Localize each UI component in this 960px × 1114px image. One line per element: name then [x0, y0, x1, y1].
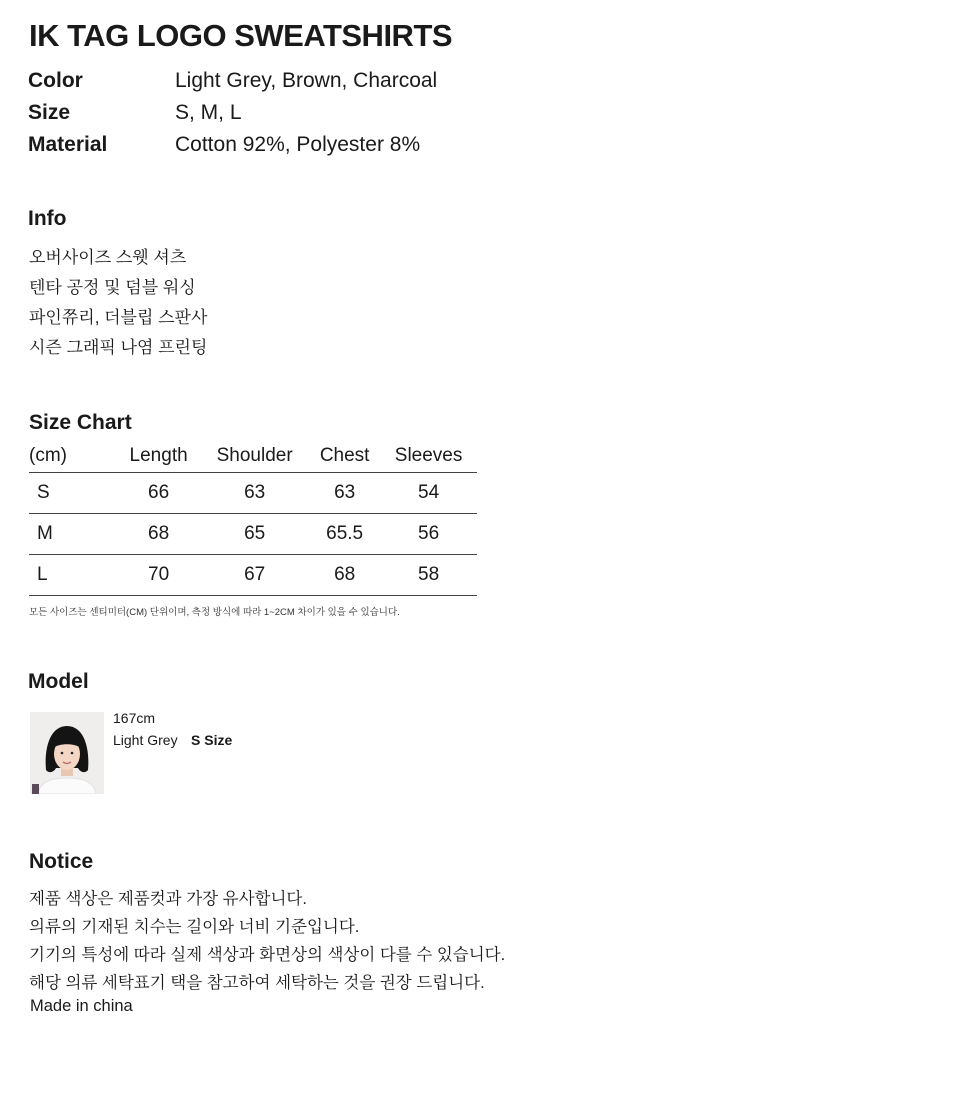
column-header-unit: (cm) [29, 440, 117, 473]
spec-label: Material [28, 133, 108, 156]
size-cell: L [29, 555, 117, 596]
spec-label: Color [28, 69, 83, 92]
spec-row-color [28, 69, 437, 93]
spec-value: Cotton 92%, Polyester 8% [175, 133, 421, 156]
value-cell: 65 [200, 514, 309, 555]
model-color: Light Grey [113, 732, 178, 748]
info-line: 파인쮸리, 더블립 스판사 [29, 308, 208, 327]
column-header-chest: Chest [309, 440, 380, 473]
spec-value: S, M, L [175, 101, 242, 124]
value-cell: 56 [380, 514, 477, 555]
spec-label: Size [28, 101, 71, 124]
size-cell: M [29, 514, 117, 555]
table-row [29, 555, 477, 596]
spec-row-material [28, 133, 420, 157]
column-header-sleeves: Sleeves [380, 440, 477, 473]
notice-heading: Notice [29, 850, 94, 873]
notice-line: 의류의 기재된 치수는 길이와 너비 기준입니다. [29, 918, 360, 936]
notice-line: 제품 색상은 제품컷과 가장 유사합니다. [29, 890, 307, 908]
model-size: S Size [191, 732, 233, 748]
size-cell: S [29, 473, 117, 514]
value-cell: 67 [200, 555, 309, 596]
size-chart-heading: Size Chart [29, 411, 132, 434]
model-height: 167cm [113, 710, 156, 726]
size-chart-footnote: 모든 사이즈는 센티미터(CM) 단위이며, 측정 방식에 따라 1~2CM 차이가 있을 수 있습니다. [29, 607, 400, 618]
notice-line: 해당 의류 세탁표기 택을 참고하여 세탁하는 것을 권장 드립니다. [29, 974, 485, 992]
info-line: 오버사이즈 스웻 셔츠 [29, 248, 187, 267]
size-chart-header-row [29, 440, 477, 473]
model-photo-illustration [30, 712, 104, 794]
value-cell: 54 [380, 473, 477, 514]
info-line: 텐타 공정 및 덤블 워싱 [29, 278, 196, 297]
spec-value: Light Grey, Brown, Charcoal [175, 69, 438, 92]
model-photo [30, 712, 104, 794]
size-chart-table [29, 440, 477, 596]
spec-row-size [28, 101, 242, 125]
origin-line: Made in china [30, 997, 133, 1015]
value-cell: 65.5 [309, 514, 380, 555]
value-cell: 66 [117, 473, 200, 514]
info-line: 시즌 그래픽 나염 프린팅 [29, 338, 208, 357]
model-heading: Model [28, 670, 89, 693]
product-title: IK TAG LOGO SWEATSHIRTS [29, 18, 453, 53]
value-cell: 70 [117, 555, 200, 596]
value-cell: 58 [380, 555, 477, 596]
table-row [29, 473, 477, 514]
column-header-shoulder: Shoulder [200, 440, 309, 473]
value-cell: 63 [309, 473, 380, 514]
value-cell: 68 [309, 555, 380, 596]
value-cell: 68 [117, 514, 200, 555]
column-header-length: Length [117, 440, 200, 473]
info-heading: Info [28, 207, 67, 230]
value-cell: 63 [200, 473, 309, 514]
table-row [29, 514, 477, 555]
notice-line: 기기의 특성에 따라 실제 색상과 화면상의 색상이 다를 수 있습니다. [29, 946, 506, 964]
